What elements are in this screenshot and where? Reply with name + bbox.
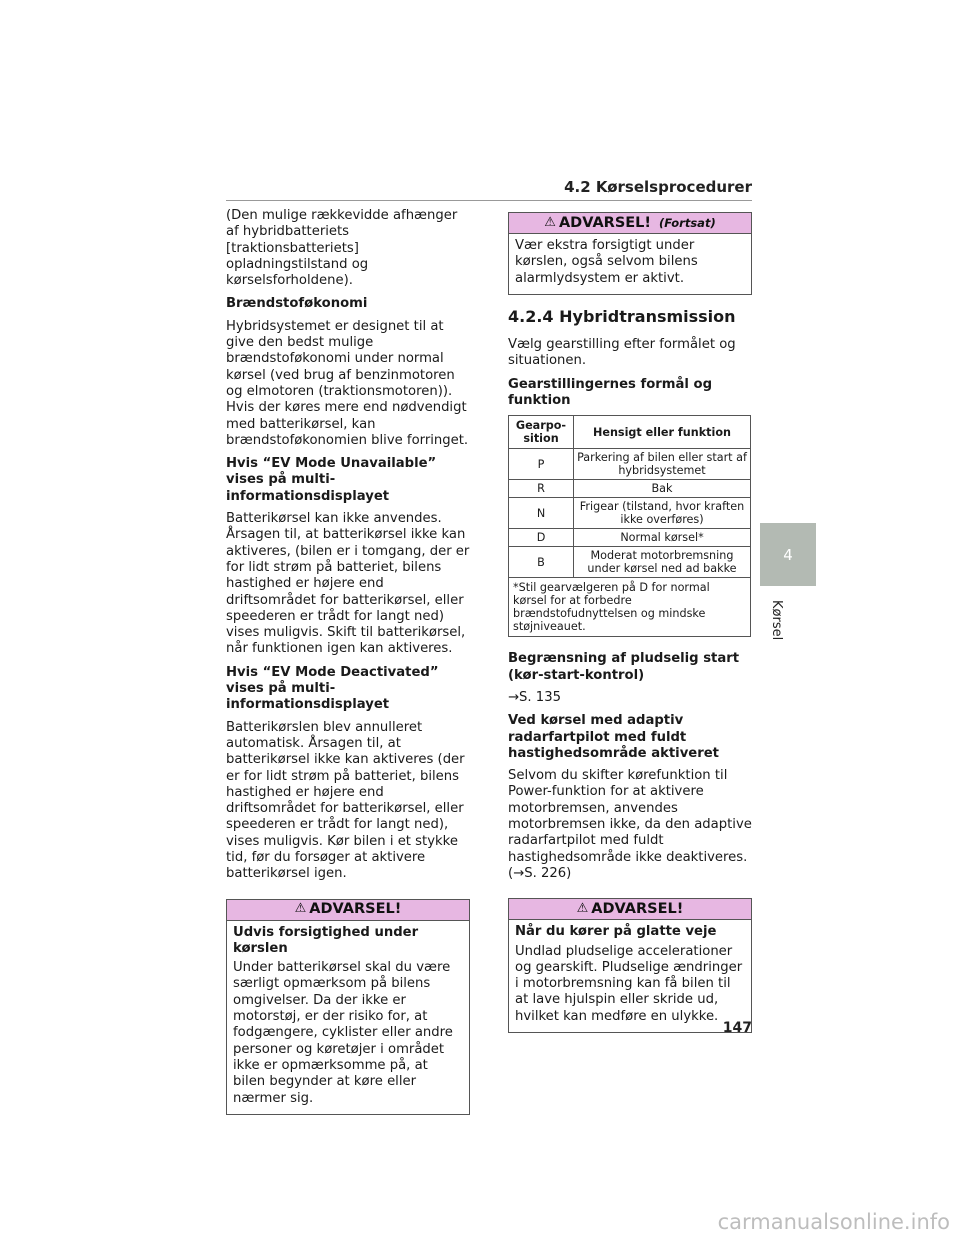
left-column (226, 208, 470, 1115)
warning-header (227, 900, 469, 921)
gear-table (508, 415, 751, 637)
intro-text: (Den mulige rækkevidde afhænger af hybridbatteriets [traktionsbatteriets] opladningstilstand og kørselsforholdene). (226, 208, 458, 289)
fuel-heading: Brændstoføkonomi (226, 296, 368, 312)
table-row (509, 480, 751, 498)
warning-body (227, 921, 469, 1114)
warning-icon: ⚠ (544, 214, 556, 230)
radar-text: Selvom du skifter kørefunktion til Power-funktion for at aktivere motorbremsen, anvendes motorbremsen ikke, da den adaptive radarfartpilot med fuldt hastighedsområde ikke deaktiveres. (→S. 226) (508, 768, 752, 881)
gear-description: Parkering af bilen eller start af hybridsystemet (574, 449, 751, 480)
warning-label-2: ADVARSEL! (591, 901, 684, 918)
table-header-row (509, 416, 751, 449)
gear-description: Bak (574, 480, 751, 498)
section-intro: Vælg gearstilling efter formålet og situationen. (508, 337, 736, 369)
page-number: 147 (722, 1020, 752, 1036)
chapter-tab: 4 (760, 523, 816, 586)
warning-title: Udvis forsigtighed under kørslen (233, 924, 419, 956)
warning-text-2: Undlad pludselige accelerationer og gearskift. Pludselige ændringer i motorbremsning kan få bilen til at lave hjulspin eller skride ud, hvilket kan medføre en ulykke. (515, 943, 743, 1024)
unavailable-heading: Hvis “EV Mode Unavailable” vises på multi-informationsdisplayet (226, 456, 437, 504)
unavailable-text: Batterikørsel kan ikke anvendes. Årsagen til, at batterikørsel ikke kan aktiveres, (bilen er i tomgang, der er for lidt strøm på batteriet, bilens hastighed er højere end driftsområdet for batterikørsel, eller speederen er trådt for langt ned) vises muligvis. Skift til batterikørsel, når funktionen igen kan aktiveres. (226, 511, 470, 657)
table-row (509, 547, 751, 578)
warning-icon: ⚠ (576, 901, 589, 917)
table-col-position: Gearpo-sition (509, 416, 574, 449)
deactivated-text: Batterikørslen blev annulleret automatisk. Årsagen til, at batterikørsel ikke kan aktiveres (der er for lidt strøm på batteriet, bilens hastighed er højere end driftsområdet for batterikørsel, eller speederen er trådt for langt ned), vises muligvis. Kør bilen i et stykke tid, før du forsøger at aktivere batterikørsel igen. (226, 719, 465, 882)
warning-continued-box (508, 212, 752, 295)
gear-position: B (509, 547, 574, 578)
table-row (509, 529, 751, 547)
warning-header-2 (509, 899, 751, 920)
section-header: 4.2 Kørselsprocedurer (564, 178, 752, 196)
continued-label: (Fortsat) (659, 215, 716, 230)
warning-icon: ⚠ (294, 901, 307, 917)
right-column (508, 208, 752, 1033)
warning-continued-header (509, 213, 751, 234)
gear-description: Moderat motorbremsning under kørsel ned ad bakke (574, 547, 751, 578)
table-col-function: Hensigt eller funktion (574, 416, 751, 449)
sudden-start-heading: Begrænsning af pludselig start (kør-start-kontrol) (508, 651, 740, 683)
warning-label: ADVARSEL! (309, 901, 402, 918)
warning-text: Under batterikørsel skal du være særligt opmærksom på bilens omgivelser. Da der ikke er motorstøj, er der risiko for, at fodgængere, cyklister eller andre personer og køretøjer i området ikke er opmærksomme på, at bilen begynder at køre eller nærmer sig. (233, 960, 453, 1106)
sudden-start-reference: →S. 135 (508, 689, 561, 705)
warning-box-2 (508, 898, 752, 1033)
deactivated-heading: Hvis “EV Mode Deactivated” vises på multi-informationsdisplayet (226, 664, 439, 713)
chapter-label: Kørsel (769, 600, 784, 641)
gear-description: Normal kørsel* (574, 529, 751, 547)
warning-title-2: Når du kører på glatte veje (515, 924, 717, 940)
warning-continued-body (509, 234, 751, 294)
table-footnote: *Stil gearvælgeren på D for normal kørsel for at forbedre brændstofudnyttelsen og mindske støjniveauet. (509, 578, 751, 637)
section-title: 4.2.4 Hybridtransmission (508, 306, 736, 326)
table-row (509, 449, 751, 480)
radar-heading: Ved kørsel med adaptiv radarfartpilot med fuldt hastighedsområde aktiveret (508, 713, 719, 761)
warning-box (226, 899, 470, 1115)
table-note-row (509, 578, 751, 637)
gear-position: R (509, 480, 574, 498)
gear-position: N (509, 498, 574, 529)
table-title: Gearstillingernes formål og funktion (508, 376, 713, 409)
gear-position: D (509, 529, 574, 547)
table-row (509, 498, 751, 529)
gear-position: P (509, 449, 574, 480)
warning-continued-label: ADVARSEL! (558, 214, 652, 231)
watermark: carmanualsonline.info (717, 1210, 950, 1234)
warning-continued-text: Vær ekstra forsigtigt under kørslen, også selvom bilens alarmlydsystem er aktivt. (515, 238, 698, 286)
header-rule (226, 200, 752, 201)
gear-description: Frigear (tilstand, hvor kraften ikke overføres) (574, 498, 751, 529)
warning-body-2 (509, 920, 751, 1032)
fuel-text: Hybridsystemet er designet til at give den bedst mulige brændstoføkonomi under normal kørsel (ved brug af benzinmotoren og elmotoren (traktionsmotoren)). Hvis der køres mere end nødvendigt med batterikørsel, kan brændstoføkonomien blive forringet. (226, 318, 469, 448)
